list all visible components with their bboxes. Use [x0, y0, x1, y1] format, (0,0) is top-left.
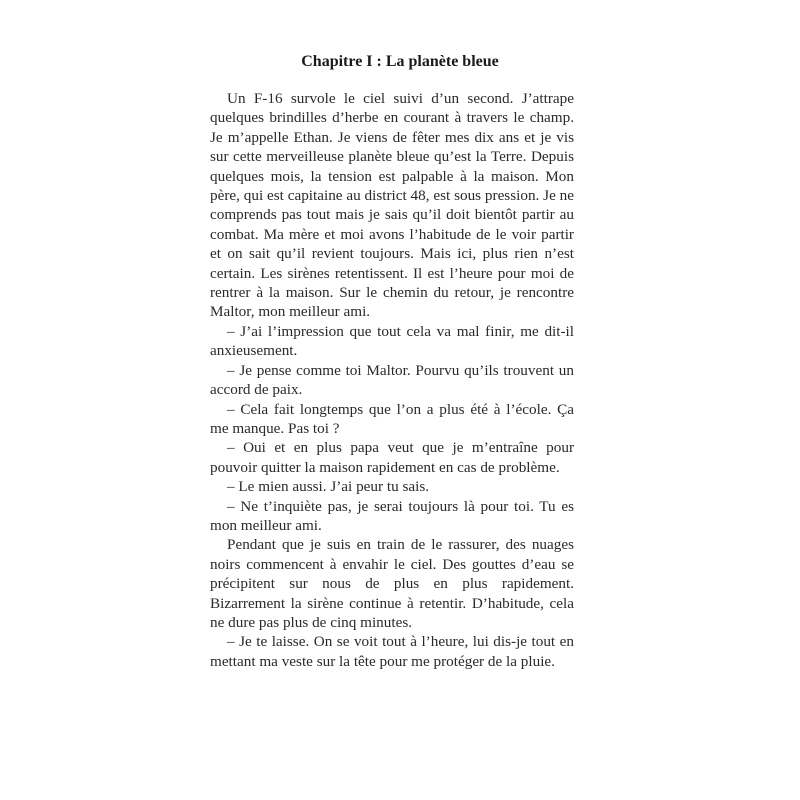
paragraph: Un F-16 survole le ciel suivi d’un second. J’attrape quelques brindilles d’herbe en courant à travers le champ. Je m’appelle Ethan. Je viens de fêter mes dix ans et je vis sur cette merveilleuse planète bleue qu’est la Terre. Depuis quelques mois, la tension est palpable à la maison. Mon père, qui est capitaine au district 48, est sous pression. Je ne comprends pas tout mais je sais qu’il doit bientôt partir au combat. Ma mère et moi avons l’habitude de le voir partir et on sait qu’il revient toujours. Mais ici, plus rien n’est certain. Les sirènes retentissent. Il est l’heure pour moi de rentrer à la maison. Sur le chemin du retour, je rencontre Maltor, mon meilleur ami.: [210, 90, 574, 321]
dialogue-line: – Oui et en plus papa veut que je m’entraîne pour pouvoir quitter la maison rapidement en cas de problème.: [210, 439, 574, 476]
dialogue-line: – Le mien aussi. J’ai peur tu sais.: [227, 478, 430, 496]
dialogue-line: – Je pense comme toi Maltor. Pourvu qu’ils trouvent un accord de paix.: [210, 361, 574, 399]
chapter-body: [210, 89, 574, 671]
dialogue-line: – Ne t’inquiète pas, je serai toujours là pour toi. Tu es mon meilleur ami.: [210, 497, 574, 534]
dialogue-line: – Cela fait longtemps que l’on a plus été à l’école. Ça me manque. Pas toi ?: [210, 400, 574, 437]
chapter-title: Chapitre I : La planète bleue: [301, 53, 499, 70]
paragraph: Pendant que je suis en train de le rassurer, des nuages noirs commencent à envahir le ciel. Des gouttes d’eau se précipitent sur nous de plus en plus rapidement. Bizarrement la sirène continue à retentir. D’habitude, cela ne dure pas plus de cinq minutes.: [210, 536, 574, 631]
dialogue-line: – J’ai l’impression que tout cela va mal finir, me dit-il anxieusement.: [210, 322, 574, 360]
dialogue-line: – Je te laisse. On se voit tout à l’heure, lui dis-je tout en mettant ma veste sur la tête pour me protéger de la pluie.: [210, 633, 574, 670]
